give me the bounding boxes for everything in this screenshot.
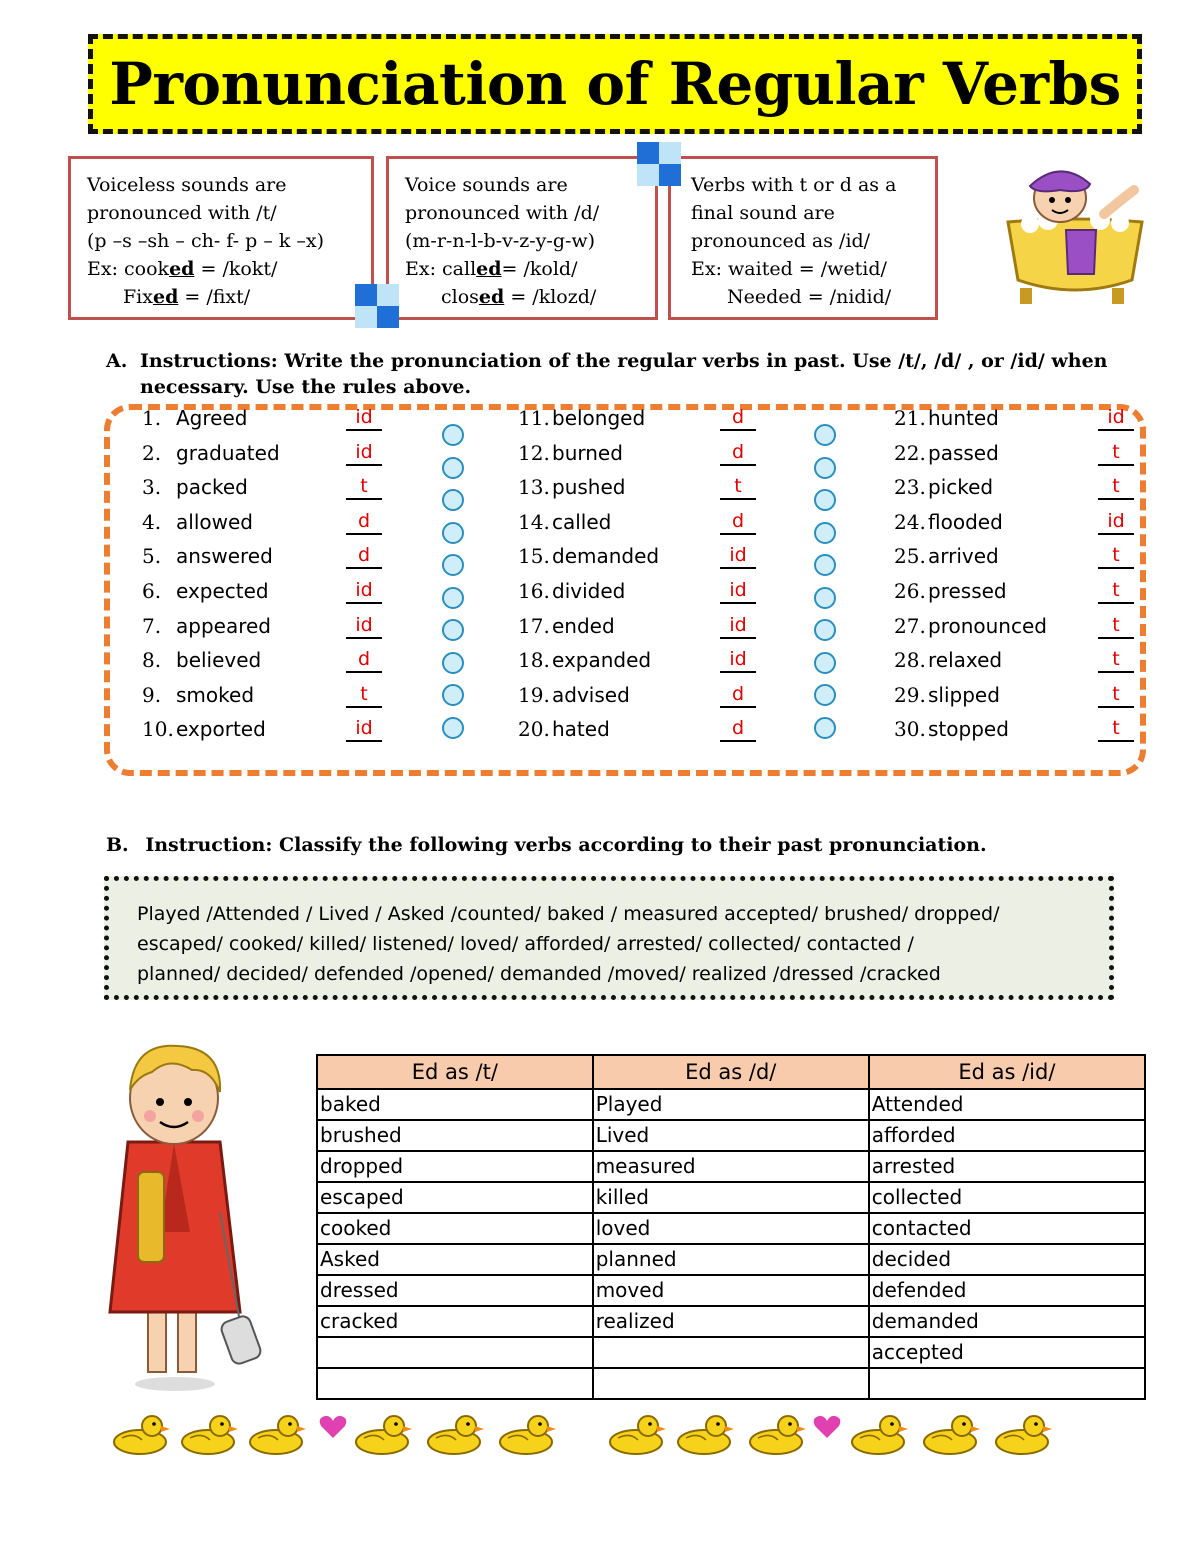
rubber-duck-icon: [918, 1410, 982, 1460]
table-cell[interactable]: Asked: [317, 1244, 593, 1275]
verb-item: [894, 578, 1007, 604]
table-cell[interactable]: collected: [869, 1182, 1145, 1213]
table-cell[interactable]: accepted: [869, 1337, 1145, 1368]
table-cell[interactable]: Played: [593, 1089, 869, 1120]
verb-item: [142, 509, 253, 535]
answer-blank[interactable]: id: [720, 613, 756, 639]
table-row: [317, 1337, 1145, 1368]
rule-example: [691, 255, 921, 283]
item-number: 21.: [894, 406, 926, 430]
heart-icon: [318, 1414, 348, 1444]
heart-icon: [812, 1414, 842, 1444]
verb-item: [894, 613, 1047, 639]
verb-item: [894, 543, 999, 569]
answer-blank[interactable]: id: [720, 578, 756, 604]
verb-item: [894, 716, 1009, 742]
verb-item: [518, 474, 625, 500]
verb-word: packed: [176, 475, 248, 500]
bubble-decoration-icon: [814, 554, 836, 576]
answer-blank[interactable]: t: [346, 682, 382, 708]
rule-example: [405, 255, 641, 283]
verb-word: slipped: [928, 682, 1000, 707]
verb-word: expected: [176, 579, 269, 603]
verb-item: [142, 613, 271, 639]
example-suffix: ed: [169, 258, 195, 280]
section-a-label: A.: [106, 350, 128, 372]
item-number: 17.: [518, 613, 550, 638]
item-number: 28.: [894, 648, 926, 673]
example-word: call: [442, 258, 477, 280]
verb-item: [518, 578, 625, 604]
table-cell[interactable]: decided: [869, 1244, 1145, 1275]
rule-line: final sound are: [691, 202, 835, 224]
verb-item: [894, 440, 999, 466]
item-number: 12.: [518, 440, 550, 465]
item-number: 13.: [518, 475, 550, 500]
example-suffix: ed: [476, 258, 502, 280]
word-bank: [104, 876, 1114, 1000]
verb-word: arrived: [928, 544, 999, 569]
verb-item: [142, 440, 280, 466]
table-cell[interactable]: escaped: [317, 1182, 593, 1213]
section-b-instructions: [106, 834, 987, 856]
table-cell[interactable]: defended: [869, 1275, 1145, 1306]
word-bank-line: Played /Attended / Lived / Asked /counted/ baked / measured accepted/ brushed/ dropped/: [137, 903, 1000, 925]
answer-blank[interactable]: t: [1098, 440, 1134, 466]
verb-item: [894, 405, 999, 431]
verb-item: [518, 440, 623, 466]
table-cell[interactable]: demanded: [869, 1306, 1145, 1337]
item-number: 19.: [518, 682, 550, 707]
rule-box: [68, 156, 374, 320]
item-number: 11.: [518, 406, 550, 430]
table-cell[interactable]: moved: [593, 1275, 869, 1306]
verb-item: [518, 647, 651, 673]
verb-word: belonged: [552, 406, 646, 430]
item-number: 8.: [142, 648, 162, 673]
rubber-duck-icon: [990, 1410, 1054, 1460]
rubber-duck-icon: [672, 1410, 736, 1460]
rule-line: pronounced as /id/: [691, 230, 871, 252]
verb-word: burned: [552, 440, 623, 465]
answer-blank[interactable]: id: [346, 716, 382, 742]
item-number: 26.: [894, 579, 926, 603]
item-number: 7.: [142, 613, 162, 638]
verb-word: called: [552, 509, 612, 534]
answer-blank[interactable]: id: [720, 543, 756, 569]
bubble-decoration-icon: [442, 522, 464, 544]
verb-item: [518, 543, 659, 569]
example-suffix: ed: [152, 286, 179, 308]
example-pronunciation: = /kold/: [501, 258, 578, 280]
verb-item: [142, 543, 273, 569]
bubble-decoration-icon: [442, 619, 464, 641]
bubble-decoration-icon: [814, 717, 836, 739]
verb-word: appeared: [176, 613, 271, 638]
bubble-decoration-icon: [442, 457, 464, 479]
verb-item: [142, 716, 266, 742]
verb-item: [518, 509, 611, 535]
answer-blank[interactable]: id: [346, 578, 382, 604]
section-b-text: Instruction: Classify the following verbs according to their past pronunciation.: [145, 834, 987, 856]
column-header: Ed as /t/: [317, 1055, 593, 1089]
rule-line: Voiceless sounds are: [87, 174, 287, 196]
rubber-duck-icon: [846, 1410, 910, 1460]
example-pronunciation: = /kokt/: [194, 258, 278, 280]
verb-word: smoked: [176, 682, 255, 707]
bubble-decoration-icon: [442, 554, 464, 576]
verb-word: ended: [552, 613, 615, 638]
bubble-decoration-icon: [814, 457, 836, 479]
answer-blank[interactable]: t: [1098, 474, 1134, 500]
table-cell[interactable]: dropped: [317, 1151, 593, 1182]
table-cell[interactable]: loved: [593, 1213, 869, 1244]
verb-item: [518, 613, 615, 639]
bubble-decoration-icon: [442, 652, 464, 674]
rule-line: pronounced with /t/: [87, 202, 277, 224]
verb-word: advised: [552, 682, 630, 707]
verb-item: [894, 509, 1003, 535]
answer-blank[interactable]: id: [346, 440, 382, 466]
verb-word: pushed: [552, 475, 626, 500]
item-number: 9.: [142, 682, 162, 707]
table-row: [317, 1120, 1145, 1151]
table-cell[interactable]: baked: [317, 1089, 593, 1120]
answer-blank[interactable]: d: [720, 509, 756, 535]
answer-blank[interactable]: t: [1098, 716, 1134, 742]
item-number: 16.: [518, 579, 550, 603]
verb-item: [894, 474, 993, 500]
rule-line: Verbs with t or d as a: [691, 174, 897, 196]
item-number: 14.: [518, 509, 550, 534]
item-number: 29.: [894, 682, 926, 707]
rubber-duck-icon: [350, 1410, 414, 1460]
rule-example: [405, 283, 641, 311]
section-a-text: Instructions: Write the pronunciation of the regular verbs in past. Use /t/, /d/ , or /id/ when necessary. Use the rules above.: [140, 350, 1108, 398]
table-row: [317, 1275, 1145, 1306]
table-cell[interactable]: dressed: [317, 1275, 593, 1306]
verb-word: pronounced: [928, 613, 1047, 638]
table-row: [317, 1244, 1145, 1275]
verb-word: believed: [176, 648, 262, 673]
rule-example: [87, 255, 357, 283]
verb-word: divided: [552, 579, 626, 603]
table-cell[interactable]: planned: [593, 1244, 869, 1275]
answer-blank[interactable]: t: [1098, 543, 1134, 569]
verb-word: allowed: [176, 509, 253, 534]
verb-item: [894, 647, 1002, 673]
item-number: 15.: [518, 544, 550, 569]
table-cell[interactable]: realized: [593, 1306, 869, 1337]
verb-word: Agreed: [176, 406, 248, 430]
example-label: Ex:: [691, 258, 729, 280]
table-row: [317, 1182, 1145, 1213]
section-b-label: B.: [106, 834, 129, 856]
verb-word: hunted: [928, 406, 999, 430]
verb-word: relaxed: [928, 648, 1003, 673]
answer-blank[interactable]: t: [1098, 647, 1134, 673]
verb-word: demanded: [552, 544, 660, 569]
bubble-decoration-icon: [442, 424, 464, 446]
example-pronunciation: = /klozd/: [504, 286, 597, 308]
table-cell[interactable]: [593, 1337, 869, 1368]
item-number: 24.: [894, 509, 926, 534]
column-header: Ed as /id/: [869, 1055, 1145, 1089]
bubble-decoration-icon: [442, 684, 464, 706]
table-row: [317, 1089, 1145, 1120]
answer-blank[interactable]: d: [720, 440, 756, 466]
rubber-duck-icon: [176, 1410, 240, 1460]
answer-blank[interactable]: d: [720, 405, 756, 431]
rubber-duck-icon: [604, 1410, 668, 1460]
word-bank-line: planned/ decided/ defended /opened/ demanded /moved/ realized /dressed /cracked: [137, 963, 941, 985]
table-cell[interactable]: cracked: [317, 1306, 593, 1337]
answer-blank[interactable]: id: [720, 647, 756, 673]
bubble-decoration-icon: [442, 489, 464, 511]
classification-table: [316, 1054, 1146, 1400]
verb-word: answered: [176, 544, 273, 569]
item-number: 3.: [142, 475, 162, 500]
rule-box: [668, 156, 938, 320]
table-cell[interactable]: Attended: [869, 1089, 1145, 1120]
example-pronunciation: = /wetid/: [792, 258, 887, 280]
rubber-duck-icon: [244, 1410, 308, 1460]
verb-word: graduated: [176, 440, 280, 465]
answer-blank[interactable]: d: [720, 682, 756, 708]
table-cell[interactable]: [869, 1368, 1145, 1399]
table-cell[interactable]: [317, 1368, 593, 1399]
bubble-decoration-icon: [814, 424, 836, 446]
table-row: [317, 1151, 1145, 1182]
table-cell[interactable]: killed: [593, 1182, 869, 1213]
answer-blank[interactable]: d: [346, 543, 382, 569]
verb-word: picked: [928, 475, 994, 500]
verb-item: [142, 682, 254, 708]
verb-item: [518, 405, 645, 431]
table-row: [317, 1213, 1145, 1244]
table-row: [317, 1306, 1145, 1337]
item-number: 22.: [894, 440, 926, 465]
item-number: 10.: [142, 717, 174, 742]
bubble-decoration-icon: [814, 684, 836, 706]
verb-item: [518, 682, 630, 708]
answer-blank[interactable]: t: [1098, 613, 1134, 639]
table-cell[interactable]: Lived: [593, 1120, 869, 1151]
rubber-duck-icon: [108, 1410, 172, 1460]
rubber-duck-icon: [494, 1410, 558, 1460]
item-number: 2.: [142, 440, 162, 465]
example-word: Needed = /nidid/: [727, 286, 892, 308]
column-header: Ed as /d/: [593, 1055, 869, 1089]
table-cell[interactable]: cooked: [317, 1213, 593, 1244]
bubble-decoration-icon: [814, 522, 836, 544]
answer-blank[interactable]: t: [346, 474, 382, 500]
verb-word: pressed: [928, 579, 1007, 603]
bubble-decoration-icon: [442, 717, 464, 739]
bubble-decoration-icon: [814, 587, 836, 609]
bubble-decoration-icon: [442, 587, 464, 609]
item-number: 1.: [142, 406, 162, 430]
example-word: Fix: [123, 286, 153, 308]
item-number: 27.: [894, 613, 926, 638]
verb-item: [142, 474, 248, 500]
table-row: [317, 1368, 1145, 1399]
table-cell[interactable]: afforded: [869, 1120, 1145, 1151]
verb-item: [518, 716, 610, 742]
rubber-duck-icon: [744, 1410, 808, 1460]
word-bank-line: escaped/ cooked/ killed/ listened/ loved/ afforded/ arrested/ collected/ contacted /: [137, 933, 914, 955]
table-cell[interactable]: measured: [593, 1151, 869, 1182]
answer-blank[interactable]: id: [346, 613, 382, 639]
table-cell[interactable]: brushed: [317, 1120, 593, 1151]
example-word: clos: [441, 286, 479, 308]
rule-line: (p –s –sh – ch- f- p – k –x): [87, 230, 325, 252]
item-number: 23.: [894, 475, 926, 500]
verb-word: hated: [552, 717, 610, 742]
verb-word: flooded: [928, 509, 1003, 534]
rule-box: [386, 156, 658, 320]
girl-in-bathtub-icon: [1000, 160, 1150, 308]
example-word: waited: [728, 258, 793, 280]
rule-example: [691, 283, 921, 311]
verb-item: [142, 647, 261, 673]
rule-line: Voice sounds are: [405, 174, 568, 196]
table-cell[interactable]: [317, 1337, 593, 1368]
checker-decoration-icon: [355, 284, 399, 328]
rubber-duck-icon: [422, 1410, 486, 1460]
verb-word: stopped: [928, 717, 1009, 742]
answer-blank[interactable]: t: [720, 474, 756, 500]
table-cell[interactable]: contacted: [869, 1213, 1145, 1244]
verb-item: [142, 578, 269, 604]
bubble-decoration-icon: [814, 619, 836, 641]
bubble-decoration-icon: [814, 652, 836, 674]
example-label: Ex:: [405, 258, 443, 280]
item-number: 5.: [142, 544, 162, 569]
example-suffix: ed: [478, 286, 505, 308]
title-banner: [88, 34, 1142, 134]
bubble-decoration-icon: [814, 489, 836, 511]
page-title: Pronunciation of Regular Verbs: [109, 50, 1121, 118]
answer-blank[interactable]: id: [346, 405, 382, 431]
example-pronunciation: = /fixt/: [178, 286, 251, 308]
verb-item: [894, 682, 1000, 708]
table-cell[interactable]: arrested: [869, 1151, 1145, 1182]
rule-line: (m-r-n-l-b-v-z-y-g-w): [405, 230, 596, 252]
answer-blank[interactable]: t: [1098, 578, 1134, 604]
verb-word: passed: [928, 440, 999, 465]
answer-blank[interactable]: d: [346, 647, 382, 673]
section-a-instructions: [106, 348, 1166, 400]
verb-word: expanded: [552, 648, 652, 673]
rule-example: [87, 283, 357, 311]
answer-blank[interactable]: d: [720, 716, 756, 742]
rule-line: pronounced with /d/: [405, 202, 600, 224]
answer-blank[interactable]: t: [1098, 682, 1134, 708]
verb-item: [142, 405, 247, 431]
example-label: Ex:: [87, 258, 125, 280]
item-number: 25.: [894, 544, 926, 569]
answer-blank[interactable]: id: [1098, 509, 1134, 535]
answer-blank[interactable]: id: [1098, 405, 1134, 431]
boy-in-bathrobe-icon: [100, 1032, 290, 1392]
verb-word: exported: [176, 717, 266, 742]
item-number: 20.: [518, 717, 550, 742]
answer-blank[interactable]: d: [346, 509, 382, 535]
item-number: 4.: [142, 509, 162, 534]
table-cell[interactable]: [593, 1368, 869, 1399]
checker-decoration-icon: [637, 142, 681, 186]
item-number: 18.: [518, 648, 550, 673]
item-number: 30.: [894, 717, 926, 742]
example-word: cook: [124, 258, 170, 280]
item-number: 6.: [142, 579, 162, 603]
